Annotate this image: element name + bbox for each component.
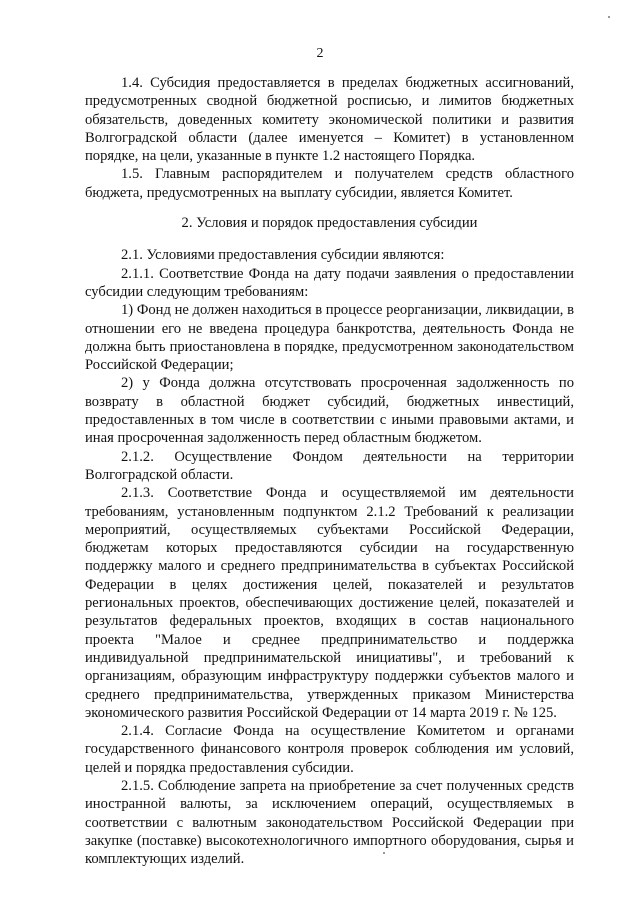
paragraph-1-4: 1.4. Субсидия предоставляется в пределах бюджетных ассигнований, предусмотренных сводной бюджетной росписью, и лимитов бюджетных обязательств, доведенных комитету экономической политики и развития Волгоградской области (далее именуется – Комитет) в установленном порядке, на цели, указанные в пункте 1.2 настоящего Порядка. <box>85 75 574 165</box>
paragraph-2-1-1: 2.1.1. Соответствие Фонда на дату подачи заявления о предоставлении субсидии следующим требованиям: <box>85 265 574 300</box>
paragraph-2-1-5: 2.1.5. Соблюдение запрета на приобретение за счет полученных средств иностранной валюты, за исключением операций, осуществляемых в соответствии с валютным законодательством Российской Федерации при закупке (поставке) высокотехнологичного импортного оборудования, сырья и комплектующих изделий. <box>85 777 574 868</box>
section-heading: 2. Условия и порядок предоставления субсидии <box>181 215 478 232</box>
paragraph-1-5: 1.5. Главным распорядителем и получателем средств областного бюджета, предусмотренных на выплату субсидии, является Комитет. <box>85 166 574 201</box>
list-item-2: 2) у Фонда должна отсутствовать просроченная задолженность по возврату в областной бюджет субсидий, бюджетных инвестиций, предоставленных в том числе в соответствии с иными правовыми актами, и иная просроченная задолженность перед областным бюджетом. <box>85 375 574 447</box>
page-number: 2 <box>316 46 324 61</box>
scan-speck <box>608 16 610 18</box>
paragraph-2-1-2: 2.1.2. Осуществление Фондом деятельности на территории Волгоградской области. <box>85 448 574 483</box>
list-item-1: 1) Фонд не должен находиться в процессе реорганизации, ликвидации, в отношении его не введена процедура банкротства, деятельность Фонда не должна быть приостановлена в порядке, предусмотренном законодательством Российской Федерации; <box>85 302 574 374</box>
document-body <box>85 74 574 868</box>
paragraph-2-1: 2.1. Условиями предоставления субсидии являются: <box>121 247 445 264</box>
paragraph-2-1-4: 2.1.4. Согласие Фонда на осуществление Комитетом и органами государственного финансового контроля проверок соблюдения им условий, целей и порядка предоставления субсидии. <box>85 723 574 776</box>
paragraph-2-1-3: 2.1.3. Соответствие Фонда и осуществляемой им деятельности требованиям, установленным подпунктом 2.1.2 Требований к реализации мероприятий, осуществляемых субъектами Российской Федерации, бюджетам которых предоставляются субсидии на государственную поддержку малого и среднего предпринимательства в субъектах Российской Федерации в целях достижения целей, показателей и результатов региональных проектов, обеспечивающих достижение целей, показателей и результатов федеральных проектов, входящих в состав национального проекта "Малое и среднее предпринимательство и поддержка индивидуальной предпринимательской инициативы", и требований к организациям, образующим инфраструктуру поддержки субъектов малого и среднего предпринимательства, утвержденных приказом Министерства экономического развития Российской Федерации от 14 марта 2019 г. № 125. <box>85 485 574 721</box>
